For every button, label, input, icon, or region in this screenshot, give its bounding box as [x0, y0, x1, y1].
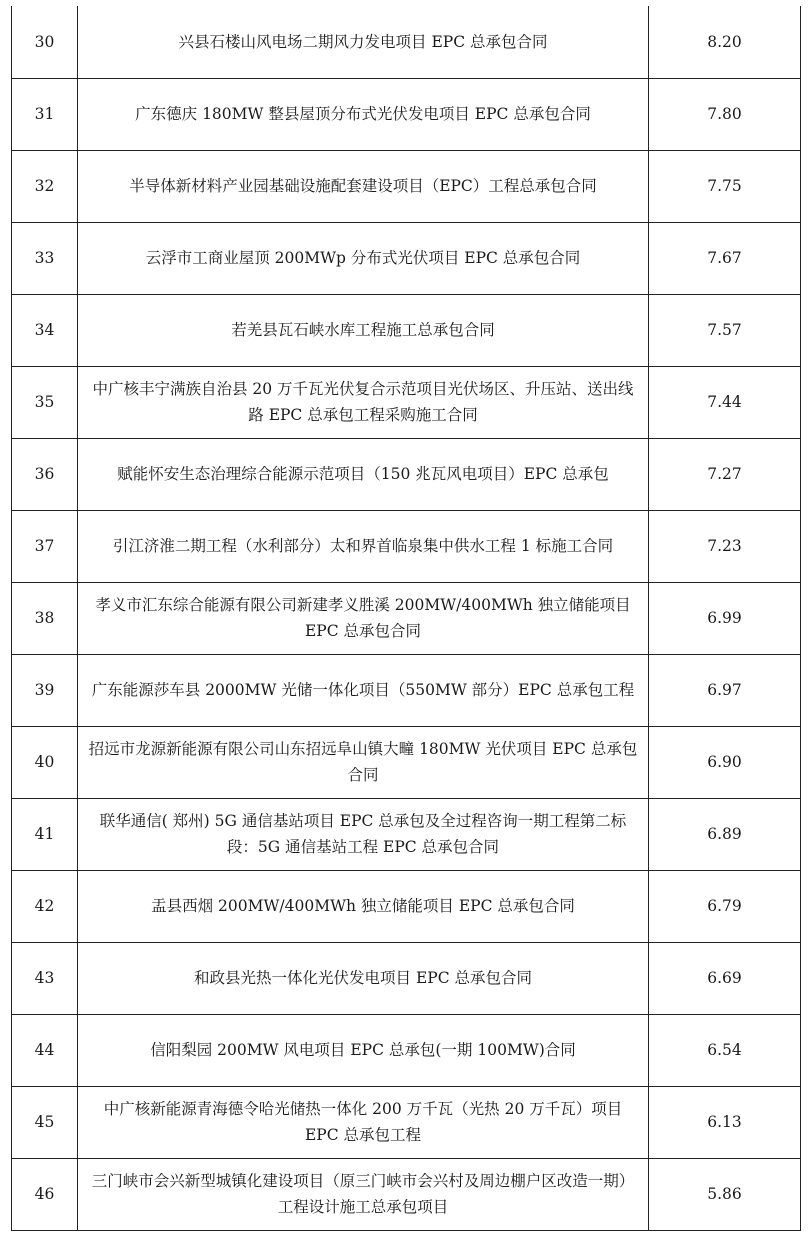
table-row	[12, 798, 801, 870]
row-number: 44	[12, 1014, 78, 1086]
table-row	[12, 654, 801, 726]
table-row	[12, 438, 801, 510]
contract-amount: 6.54	[649, 1014, 801, 1086]
contract-name: 孝义市汇东综合能源有限公司新建孝义胜溪 200MW/400MWh 独立储能项目 EPC 总承包合同	[78, 582, 649, 654]
row-number: 34	[12, 294, 78, 366]
contract-amount: 6.69	[649, 942, 801, 1014]
contract-name: 中广核新能源青海德令哈光储热一体化 200 万千瓦（光热 20 万千瓦）项目 EPC 总承包工程	[78, 1086, 649, 1158]
contract-amount: 6.79	[649, 870, 801, 942]
row-number: 45	[12, 1086, 78, 1158]
contract-name: 若羌县瓦石峡水库工程施工总承包合同	[78, 294, 649, 366]
table-row	[12, 366, 801, 438]
contract-name: 和政县光热一体化光伏发电项目 EPC 总承包合同	[78, 942, 649, 1014]
contract-name: 引江济淮二期工程（水利部分）太和界首临泉集中供水工程 1 标施工合同	[78, 510, 649, 582]
contract-amount: 7.80	[649, 78, 801, 150]
table-row	[12, 870, 801, 942]
table-row	[12, 510, 801, 582]
contract-name: 云浮市工商业屋顶 200MWp 分布式光伏项目 EPC 总承包合同	[78, 222, 649, 294]
row-number: 35	[12, 366, 78, 438]
table-row	[12, 1086, 801, 1158]
table-row	[12, 294, 801, 366]
row-number: 41	[12, 798, 78, 870]
contract-amount: 8.20	[649, 6, 801, 78]
table-row	[12, 78, 801, 150]
contract-name: 盂县西烟 200MW/400MWh 独立储能项目 EPC 总承包合同	[78, 870, 649, 942]
contract-name: 赋能怀安生态治理综合能源示范项目（150 兆瓦风电项目）EPC 总承包	[78, 438, 649, 510]
table-row	[12, 222, 801, 294]
contract-amount: 7.27	[649, 438, 801, 510]
row-number: 40	[12, 726, 78, 798]
contract-amount: 7.75	[649, 150, 801, 222]
contract-name: 信阳梨园 200MW 风电项目 EPC 总承包(一期 100MW)合同	[78, 1014, 649, 1086]
contract-name: 招远市龙源新能源有限公司山东招远阜山镇大疃 180MW 光伏项目 EPC 总承包合同	[78, 726, 649, 798]
contracts-table-body	[12, 6, 801, 1230]
row-number: 37	[12, 510, 78, 582]
table-row	[12, 942, 801, 1014]
contract-amount: 6.89	[649, 798, 801, 870]
contract-amount: 7.57	[649, 294, 801, 366]
table-row	[12, 6, 801, 78]
table-row	[12, 726, 801, 798]
row-number: 31	[12, 78, 78, 150]
row-number: 38	[12, 582, 78, 654]
row-number: 32	[12, 150, 78, 222]
row-number: 36	[12, 438, 78, 510]
contract-name: 兴县石楼山风电场二期风力发电项目 EPC 总承包合同	[78, 6, 649, 78]
contract-amount: 6.97	[649, 654, 801, 726]
contract-amount: 7.67	[649, 222, 801, 294]
table-row	[12, 150, 801, 222]
contract-amount: 6.99	[649, 582, 801, 654]
contract-name: 广东德庆 180MW 整县屋顶分布式光伏发电项目 EPC 总承包合同	[78, 78, 649, 150]
row-number: 46	[12, 1158, 78, 1230]
contract-name: 中广核丰宁满族自治县 20 万千瓦光伏复合示范项目光伏场区、升压站、送出线路 EPC 总承包工程采购施工合同	[78, 366, 649, 438]
row-number: 42	[12, 870, 78, 942]
table-row	[12, 1158, 801, 1230]
contract-amount: 6.13	[649, 1086, 801, 1158]
contract-amount: 7.23	[649, 510, 801, 582]
contract-amount: 6.90	[649, 726, 801, 798]
contract-amount: 5.86	[649, 1158, 801, 1230]
row-number: 33	[12, 222, 78, 294]
table-row	[12, 582, 801, 654]
contract-amount: 7.44	[649, 366, 801, 438]
row-number: 43	[12, 942, 78, 1014]
row-number: 39	[12, 654, 78, 726]
contract-name: 广东能源莎车县 2000MW 光储一体化项目（550MW 部分）EPC 总承包工程	[78, 654, 649, 726]
contract-name: 联华通信( 郑州) 5G 通信基站项目 EPC 总承包及全过程咨询一期工程第二标段：5G 通信基站工程 EPC 总承包合同	[78, 798, 649, 870]
contracts-table	[11, 6, 801, 1231]
contract-name: 半导体新材料产业园基础设施配套建设项目（EPC）工程总承包合同	[78, 150, 649, 222]
table-row	[12, 1014, 801, 1086]
row-number: 30	[12, 6, 78, 78]
contract-name: 三门峡市会兴新型城镇化建设项目（原三门峡市会兴村及周边棚户区改造一期）工程设计施工总承包项目	[78, 1158, 649, 1230]
